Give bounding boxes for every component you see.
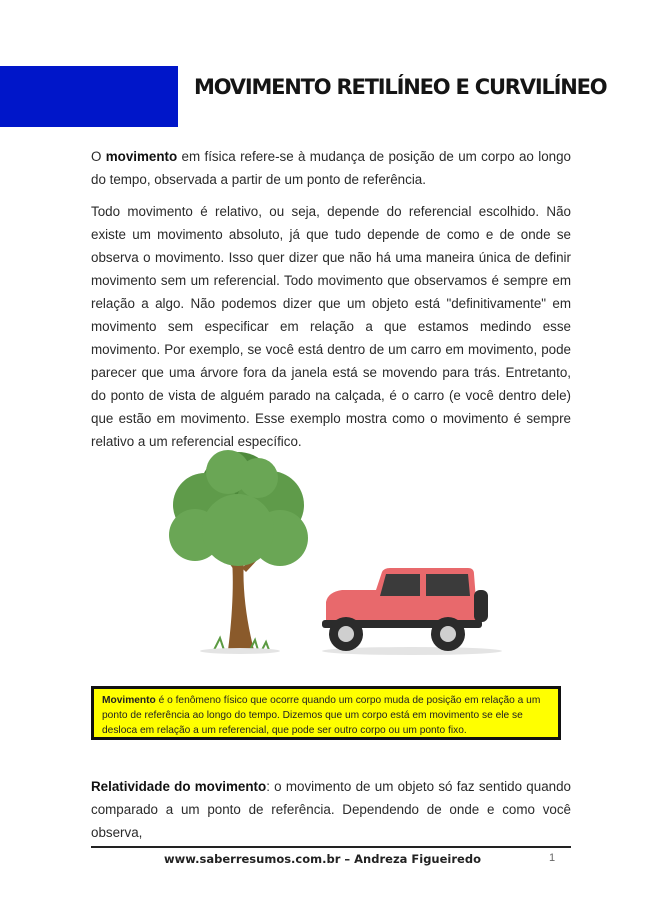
footer-website-author[interactable]: www.saberresumos.com.br – Andreza Figueiredo xyxy=(164,852,481,866)
relativity-section-paragraph: Relatividade do movimento: o movimento de um objeto só faz sentido quando comparado a um ponto de referência. Dependendo de onde e como você observa, xyxy=(91,779,571,840)
page-number: 1 xyxy=(549,852,556,864)
definition-callout xyxy=(91,686,561,740)
page-title: MOVIMENTO RETILÍNEO E CURVILÍNEO xyxy=(194,75,607,99)
callout-text: é o fenômeno físico que ocorre quando um corpo muda de posição em relação a um ponto de referência ao longo do tempo. Dizemos que um corpo está em movimento se ele se desloca em relação a um referencial, que pode ser outro corpo ou um ponto fixo. xyxy=(102,695,541,736)
tree-illustration xyxy=(169,450,308,654)
callout-term: Movimento xyxy=(102,695,156,706)
term-movimento: movimento xyxy=(105,149,178,164)
header-accent-bar xyxy=(0,66,178,127)
tree-and-car-illustration xyxy=(150,450,510,665)
section-term: Relatividade do movimento xyxy=(91,779,267,794)
relativity-paragraph: Todo movimento é relativo, ou seja, depende do referencial escolhido. Não existe um movimento absoluto, já que tudo depende de como e de onde se observa o movimento. Isso quer dizer que não há uma maneira única de definir movimento sem um referencial. Todo movimento que observamos é sempre em relação a algo. Não podemos dizer que um objeto está "definitivamente" em movimento sem especificar em relação a que estamos medindo esse movimento. Por exemplo, se você está dentro de um carro em movimento, pode parecer que uma árvore fora da janela está se movendo para trás. Entretanto, do ponto de vista de alguém parado na calçada, é o carro (e você dentro dele) que estão em movimento. Esse exemplo mostra como o movimento é sempre relativo a um referencial específico. xyxy=(91,204,571,449)
footer-divider xyxy=(91,846,571,848)
car-illustration xyxy=(322,568,502,655)
intro-paragraph: O movimento em física refere-se à mudança de posição de um corpo ao longo do tempo, observada a partir de um ponto de referência. xyxy=(91,149,571,187)
